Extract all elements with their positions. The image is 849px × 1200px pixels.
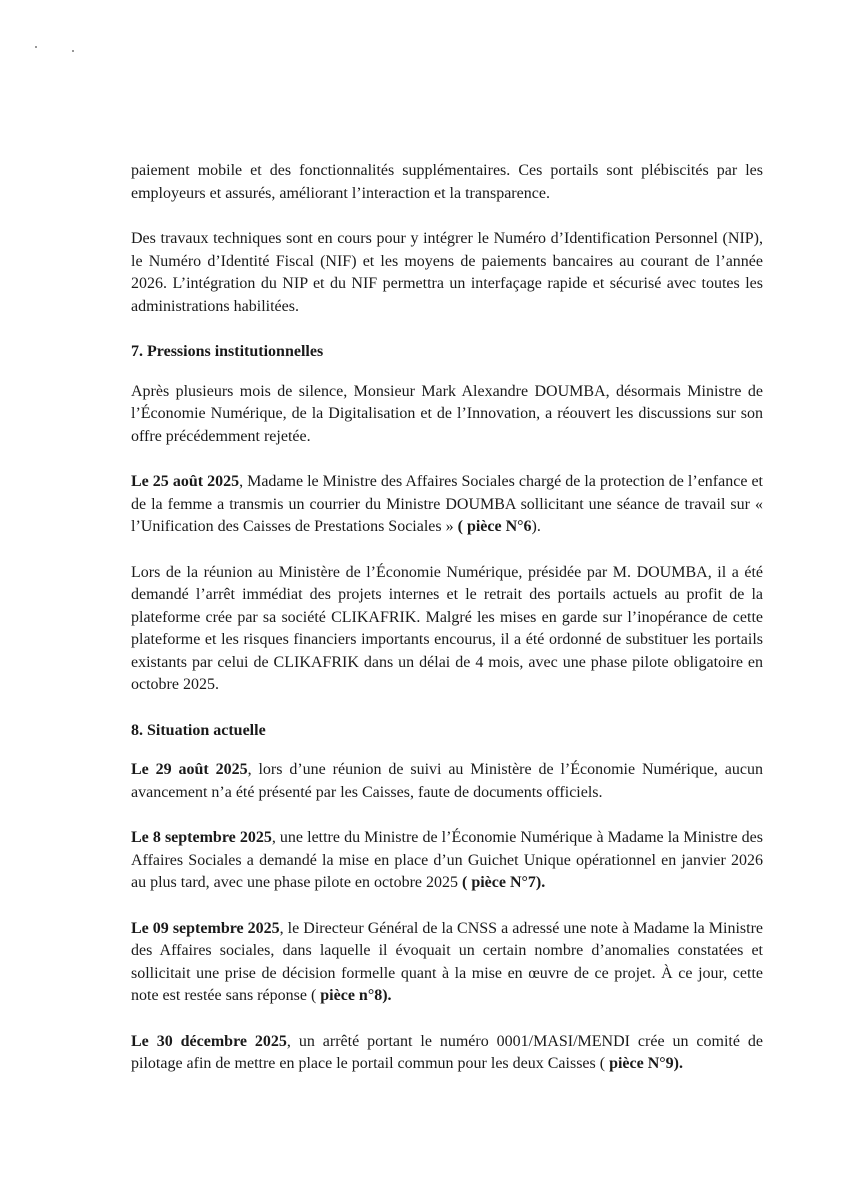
bold-text: pièce N°9).	[609, 1055, 684, 1072]
paragraph	[131, 918, 763, 1008]
text-run: ).	[531, 518, 541, 535]
bold-text: Le 29 août 2025	[131, 761, 248, 778]
bold-text: pièce n°8).	[320, 987, 392, 1004]
bold-text: ( pièce N°6	[457, 518, 532, 535]
text-run: , une lettre du Ministre de l’Économie Numérique à Madame la Ministre des Affaires Sociales a demandé la mise en place d’un Guichet Unique opérationnel en janvier 2026 au plus tard, avec une phase pilote en octobre 2025	[131, 829, 763, 891]
paragraph	[131, 827, 763, 895]
text-run: Lors de la réunion au Ministère de l’Économie Numérique, présidée par M. DOUMBA, il a été demandé l’arrêt immédiat des projets internes et le retrait des portails actuels au profit de la plateforme crée par sa société CLIKAFRIK. Malgré les mises en garde sur l’inopérance de cette plateforme et les risques financiers importants encourus, il a été ordonné de substituer les portails existants par celui de CLIKAFRIK dans un délai de 4 mois, avec une phase pilote obligatoire en octobre 2025.	[131, 563, 763, 693]
paragraph	[131, 1031, 763, 1076]
text-run: , le Directeur Général de la CNSS a adressé une note à Madame la Ministre des Affaires sociales, dans laquelle il évoquait un certain nombre d’anomalies constatées et sollicitait une prise de décision formelle quant à la mise en œuvre de ce projet. À ce jour, cette note est restée sans réponse (	[131, 919, 763, 1004]
paragraph	[131, 381, 763, 449]
scan-speck	[72, 50, 74, 52]
bold-text: Le 25 août 2025	[131, 473, 240, 490]
text-run: , Madame le Ministre des Affaires Sociales chargé de la protection de l’enfance et de la femme a transmis un courrier du Ministre DOUMBA sollicitant une séance de travail sur « l’Unification des Caisses de Prestations Sociales »	[131, 473, 764, 535]
document-body	[131, 160, 763, 1099]
paragraph	[131, 471, 763, 539]
bold-text: Le 8 septembre 2025	[131, 829, 272, 846]
text-run: , un arrêté portant le numéro 0001/MASI/MENDI crée un comité de pilotage afin de mettre en place le portail commun pour les deux Caisses (	[131, 1032, 763, 1072]
bold-text: Le 30 décembre 2025	[131, 1032, 287, 1050]
text-run: , lors d’une réunion de suivi au Ministère de l’Économie Numérique, aucun avancement n’a été présenté par les Caisses, faute de documents officiels.	[131, 761, 764, 801]
scan-speck	[35, 46, 37, 48]
paragraph	[131, 160, 763, 205]
text-run: Après plusieurs mois de silence, Monsieur Mark Alexandre DOUMBA, désormais Ministre de l’Économie Numérique, de la Digitalisation et de l’Innovation, a réouvert les discussions sur son offre précédemment rejetée.	[131, 382, 763, 445]
paragraph	[131, 228, 763, 318]
paragraph	[131, 562, 763, 697]
paragraph	[131, 759, 763, 804]
bold-text: ( pièce N°7).	[462, 874, 546, 891]
section-heading: 8. Situation actuelle	[131, 721, 266, 739]
section-heading: 7. Pressions institutionnelles	[131, 343, 324, 360]
text-run: Des travaux techniques sont en cours pour y intégrer le Numéro d’Identification Personnel (NIP), le Numéro d’Identité Fiscal (NIF) et les moyens de paiements bancaires au courant de l’année 2026. L’intégration du NIP et du NIF permettra un interfaçage rapide et sécurisé avec toutes les administrations habilitées.	[131, 230, 763, 315]
text-run: paiement mobile et des fonctionnalités supplémentaires. Ces portails sont plébiscités par les employeurs et assurés, améliorant l’interaction et la transparence.	[131, 162, 763, 202]
bold-text: Le 09 septembre 2025	[131, 919, 280, 937]
